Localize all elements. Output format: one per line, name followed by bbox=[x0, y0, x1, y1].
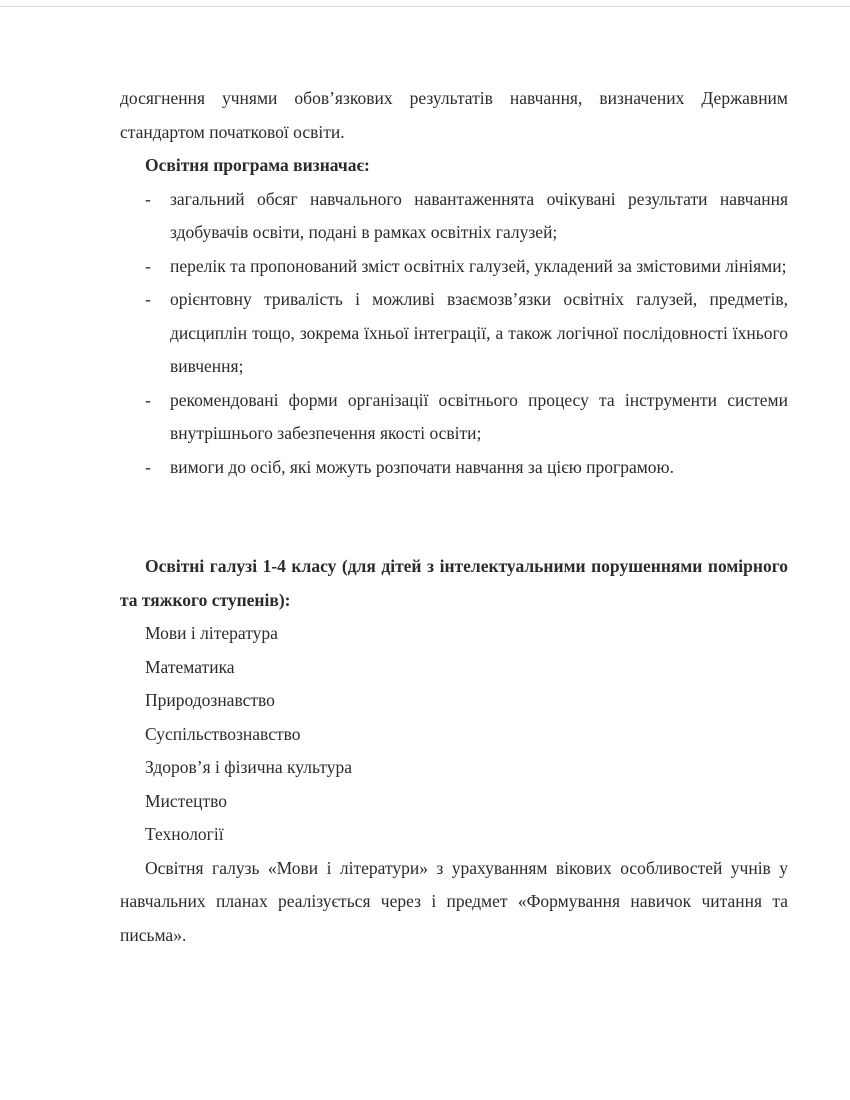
fields-list bbox=[120, 617, 788, 852]
field-item: Природознавство bbox=[145, 690, 275, 710]
list-item: - перелік та пропонований зміст освітніх галузей, укладений за змістовими лініями; bbox=[120, 250, 788, 284]
program-heading: Освітня програма визначає: bbox=[145, 155, 370, 175]
list-item: - загальний обсяг навчального навантаженнята очікувані результати навчання здобувачів освіти, подані в рамках освітніх галузей; bbox=[120, 183, 788, 250]
list-item: - вимоги до осіб, які можуть розпочати навчання за цією програмою. bbox=[120, 451, 788, 485]
intro-paragraph: досягнення учнями обов’язкових результатів навчання, визначених Державним стандартом початкової освіти. bbox=[120, 88, 788, 142]
fields-heading: Освітні галузі 1-4 класу (для дітей з інтелектуальними порушеннями помірного та тяжкого ступенів): bbox=[120, 556, 788, 610]
document-page bbox=[120, 82, 788, 952]
field-item: Здоров’я і фізична культура bbox=[145, 757, 352, 777]
field-item: Мови і література bbox=[145, 623, 278, 643]
closing-paragraph: Освітня галузь «Мови і літератури» з урахуванням вікових особливостей учнів у навчальних планах реалізується через і предмет «Формування навичок читання та письма». bbox=[120, 857, 788, 945]
field-item: Математика bbox=[145, 656, 235, 677]
scan-top-edge bbox=[0, 6, 850, 7]
section-gap bbox=[120, 484, 788, 550]
field-item: Суспільствознавство bbox=[145, 723, 301, 744]
field-item: Мистецтво bbox=[145, 790, 228, 811]
list-item: - орієнтовну тривалість і можливі взаємозв’язки освітніх галузей, предметів, дисциплін тощо, зокрема їхньої інтеграції, а також логічної послідовності їхнього вивчення; bbox=[120, 283, 788, 384]
list-item: - рекомендовані форми організації освітнього процесу та інструменти системи внутрішнього забезпечення якості освіти; bbox=[120, 384, 788, 451]
program-list bbox=[120, 183, 788, 485]
field-item: Технології bbox=[145, 824, 224, 844]
